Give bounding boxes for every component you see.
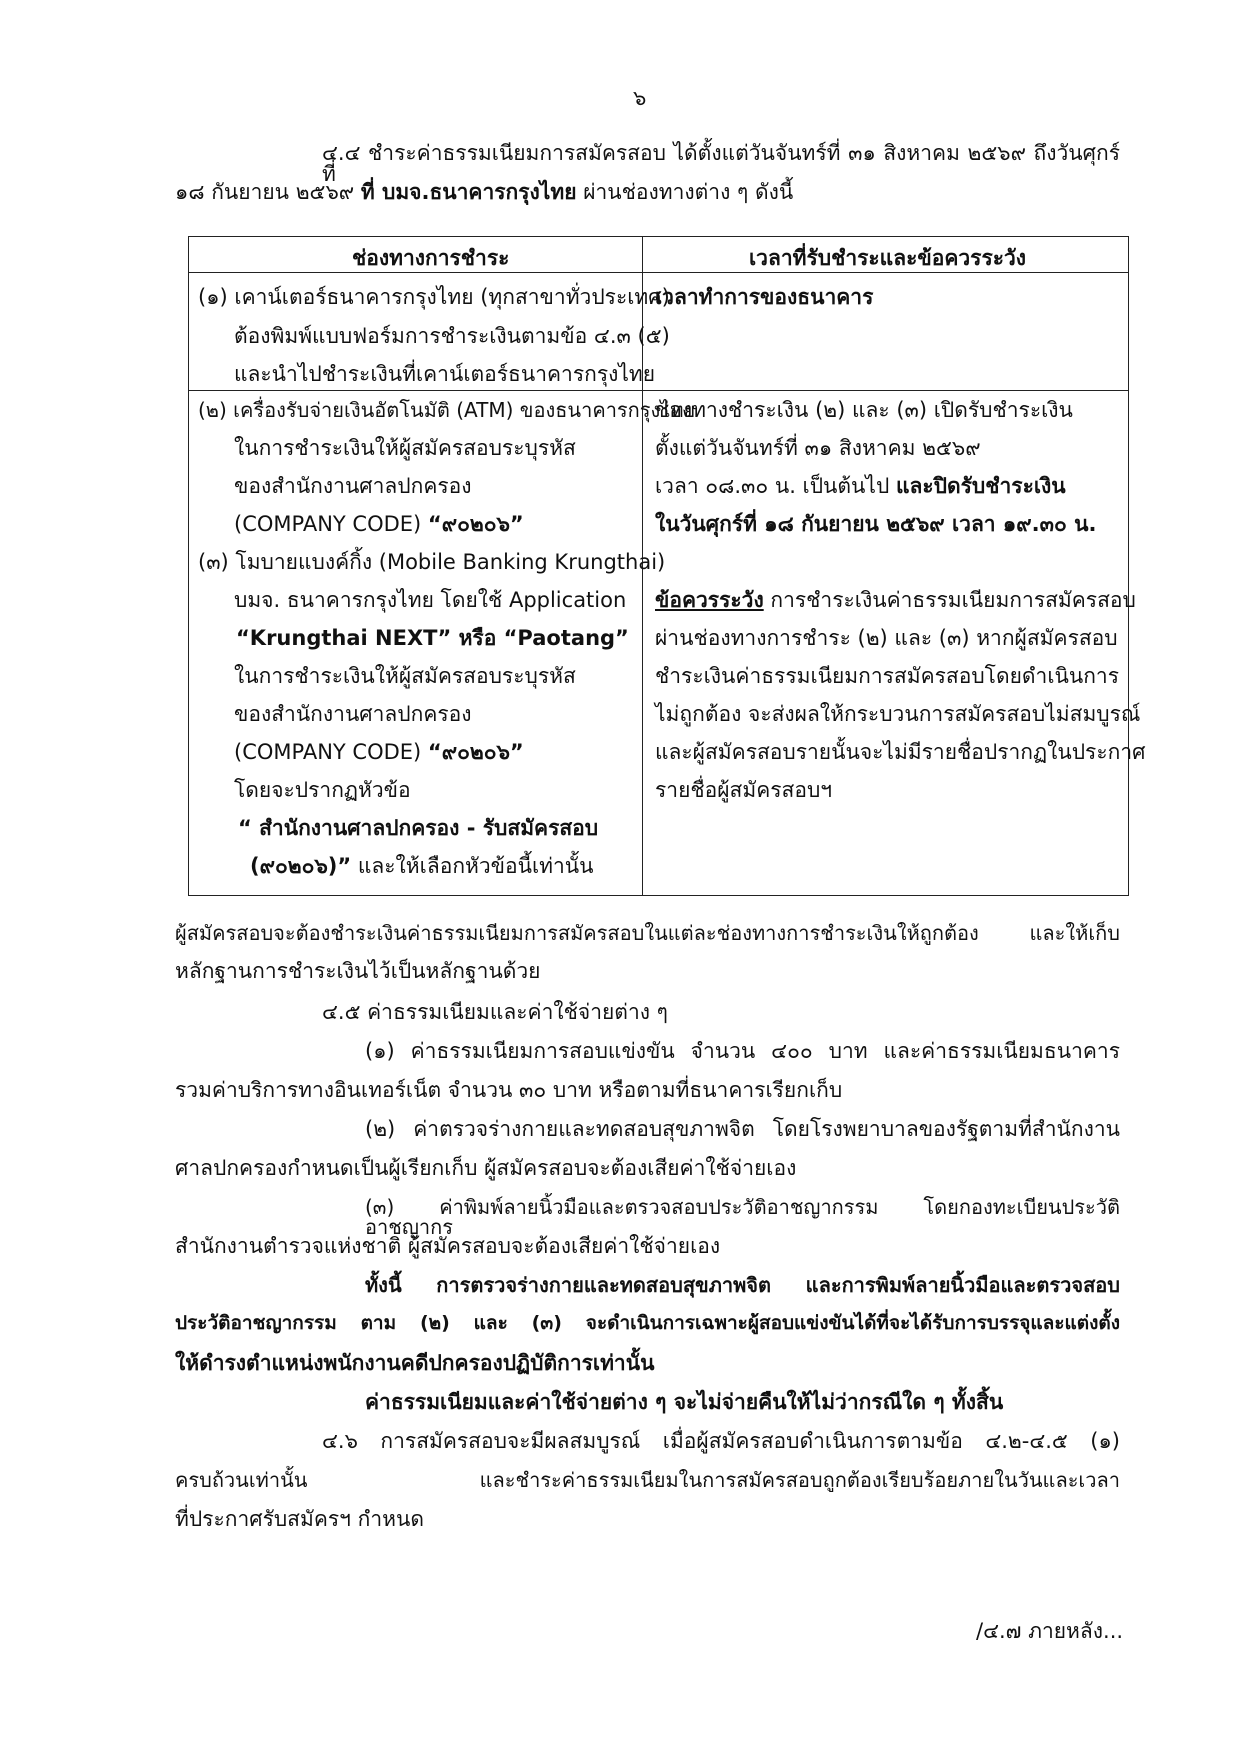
channels-text: ผ่านช่องทางต่าง ๆ ดังนี้ [583, 180, 794, 204]
after-table-line2: หลักฐานการชำระเงินไว้เป็นหลักฐานด้วย [175, 959, 541, 983]
fee-item3-line2: สำนักงานตำรวจแห่งชาติ ผู้สมัครสอบจะต้องเสียค่าใช้จ่ายเอง [175, 1234, 721, 1258]
fee-item1-line1: (๑) ค่าธรรมเนียมการสอบแข่งขัน จำนวน ๔๐๐ บาท และค่าธรรมเนียมธนาคาร [365, 1039, 1120, 1063]
row2-left-line3: ของสำนักงานศาลปกครอง [234, 474, 472, 498]
section-4-5-title: ๔.๕ ค่าธรรมเนียมและค่าใช้จ่ายต่าง ๆ [322, 1000, 668, 1024]
row1-right: เวลาทำการของธนาคาร [655, 285, 874, 309]
section-4-6-line2: ครบถ้วนเท่านั้น และชำระค่าธรรมเนียมในการสมัครสอบถูกต้องเรียบร้อยภายในวันและเวลา [175, 1468, 1120, 1492]
bank-name: ที่ บมจ.ธนาคารกรุงไทย [360, 180, 577, 204]
row2-left-line6: บมจ. ธนาคารกรุงไทย โดยใช้ Application [234, 588, 627, 612]
row2-right-line3 [655, 476, 1066, 497]
section-4-6-line3: ที่ประกาศรับสมัครฯ กำหนด [175, 1507, 424, 1531]
caution-line5: และผู้สมัครสอบรายนั้นจะไม่มีรายชื่อปรากฏในประกาศ [655, 740, 1146, 764]
row1-left-line1: (๑) เคาน์เตอร์ธนาคารกรุงไทย (ทุกสาขาทั่วประเทศ) [198, 285, 670, 309]
company-code-label: (COMPANY CODE) [234, 740, 422, 764]
row2-left-line8: ในการชำระเงินให้ผู้สมัครสอบระบุรหัส [234, 664, 576, 688]
table-header-channel: ช่องทางการชำระ [352, 246, 510, 270]
row2-left-line2: ในการชำระเงินให้ผู้สมัครสอบระบุรหัส [234, 436, 576, 460]
section-4-4-line1: ๔.๔ ชำระค่าธรรมเนียมการสมัครสอบ ได้ตั้งแต่วันจันทร์ที่ ๓๑ สิงหาคม ๒๕๖๙ ถึงวันศุกร์ที่ [322, 141, 1120, 186]
note-line3: ให้ดำรงตำแหน่งพนักงานคดีปกครองปฏิบัติการเท่านั้น [175, 1351, 655, 1375]
caution-line2: ผ่านช่องทางการชำระ (๒) และ (๓) หากผู้สมัครสอบ [655, 626, 1118, 650]
note-line2: ประวัติอาชญากรรม ตาม (๒) และ (๓) จะดำเนินการเฉพาะผู้สอบแข่งขันได้ที่จะได้รับการบรรจุและแต่งตั้ง [175, 1312, 1120, 1334]
row2-left-line11: โดยจะปรากฏหัวข้อ [234, 778, 411, 802]
fee-item1-line2: รวมค่าบริการทางอินเทอร์เน็ต จำนวน ๓๐ บาท หรือตามที่ธนาคารเรียกเก็บ [175, 1078, 843, 1102]
caution-line1 [655, 590, 1136, 611]
fee-item2-line1: (๒) ค่าตรวจร่างกายและทดสอบสุขภาพจิต โดยโรงพยาบาลของรัฐตามที่สำนักงาน [365, 1117, 1120, 1141]
row2-left-line7: “Krungthai NEXT” หรือ “Paotang” [236, 626, 629, 650]
row1-left-line2: ต้องพิมพ์แบบฟอร์มการชำระเงินตามข้อ ๔.๓ (๕) [234, 324, 670, 348]
row2-left-line13 [250, 856, 594, 877]
company-code-heading: (๙๐๒๐๖)” [250, 854, 352, 878]
row2-left-line10 [234, 742, 524, 763]
row2-right-line1: ช่องทางชำระเงิน (๒) และ (๓) เปิดรับชำระเงิน [655, 398, 1073, 422]
row2-left-line1: (๒) เครื่องรับจ่ายเงินอัตโนมัติ (ATM) ของธนาคารกรุงไทย [198, 398, 696, 422]
company-code-label: (COMPANY CODE) [234, 512, 422, 536]
row1-left-line3: และนำไปชำระเงินที่เคาน์เตอร์ธนาคารกรุงไทย [234, 362, 656, 386]
after-table-line1: ผู้สมัครสอบจะต้องชำระเงินค่าธรรมเนียมการสมัครสอบในแต่ละช่องทางการชำระเงินให้ถูกต้อง และให้เก็บ [175, 921, 1120, 945]
date-text: ๑๘ กันยายน ๒๕๖๙ [175, 180, 355, 204]
caution-label: ข้อควรระวัง [655, 588, 764, 612]
company-code: “๙๐๒๐๖” [427, 740, 524, 764]
row2-left-line5: (๓) โมบายแบงค์กิ้ง (Mobile Banking Krungthai) [198, 550, 666, 574]
row2-right-line2: ตั้งแต่วันจันทร์ที่ ๓๑ สิงหาคม ๒๕๖๙ [655, 436, 981, 460]
row2-left-line9: ของสำนักงานศาลปกครอง [234, 702, 472, 726]
next-page-reference: /๔.๗ ภายหลัง... [976, 1619, 1124, 1643]
page-number: ๖ [633, 86, 647, 110]
close-label: และปิดรับชำระเงิน [896, 474, 1066, 498]
open-time: เวลา ๐๘.๓๐ น. เป็นต้นไป [655, 474, 890, 498]
row2-right-line4: ในวันศุกร์ที่ ๑๘ กันยายน ๒๕๖๙ เวลา ๑๙.๓๐ น. [655, 512, 1097, 536]
caution-line4: ไม่ถูกต้อง จะส่งผลให้กระบวนการสมัครสอบไม่สมบูรณ์ [655, 702, 1141, 726]
select-note: และให้เลือกหัวข้อนี้เท่านั้น [357, 854, 594, 878]
row2-left-line4 [234, 514, 524, 535]
caution-line3: ชำระเงินค่าธรรมเนียมการสมัครสอบโดยดำเนินการ [655, 664, 1119, 688]
fee-item2-line2: ศาลปกครองกำหนดเป็นผู้เรียกเก็บ ผู้สมัครสอบจะต้องเสียค่าใช้จ่ายเอง [175, 1156, 797, 1180]
caution-text: การชำระเงินค่าธรรมเนียมการสมัครสอบ [770, 588, 1136, 612]
section-4-6-line1: ๔.๖ การสมัครสอบจะมีผลสมบูรณ์ เมื่อผู้สมัครสอบดำเนินการตามข้อ ๔.๒-๔.๕ (๑) [322, 1429, 1120, 1453]
caution-line6: รายชื่อผู้สมัครสอบฯ [655, 778, 833, 802]
section-4-4-line2 [175, 182, 793, 203]
note-line1: ทั้งนี้ การตรวจร่างกายและทดสอบสุขภาพจิต และการพิมพ์ลายนิ้วมือและตรวจสอบ [365, 1273, 1120, 1297]
no-refund-note: ค่าธรรมเนียมและค่าใช้จ่ายต่าง ๆ จะไม่จ่ายคืนให้ไม่ว่ากรณีใด ๆ ทั้งสิ้น [365, 1390, 1004, 1414]
table-header-time: เวลาที่รับชำระและข้อควรระวัง [749, 246, 1027, 270]
fee-item3-line1: (๓) ค่าพิมพ์ลายนิ้วมือและตรวจสอบประวัติอาชญากรรม โดยกองทะเบียนประวัติอาชญากร [365, 1195, 1120, 1239]
company-code: “๙๐๒๐๖” [427, 512, 524, 536]
row2-left-line12: “ สำนักงานศาลปกครอง - รับสมัครสอบ [238, 816, 599, 840]
